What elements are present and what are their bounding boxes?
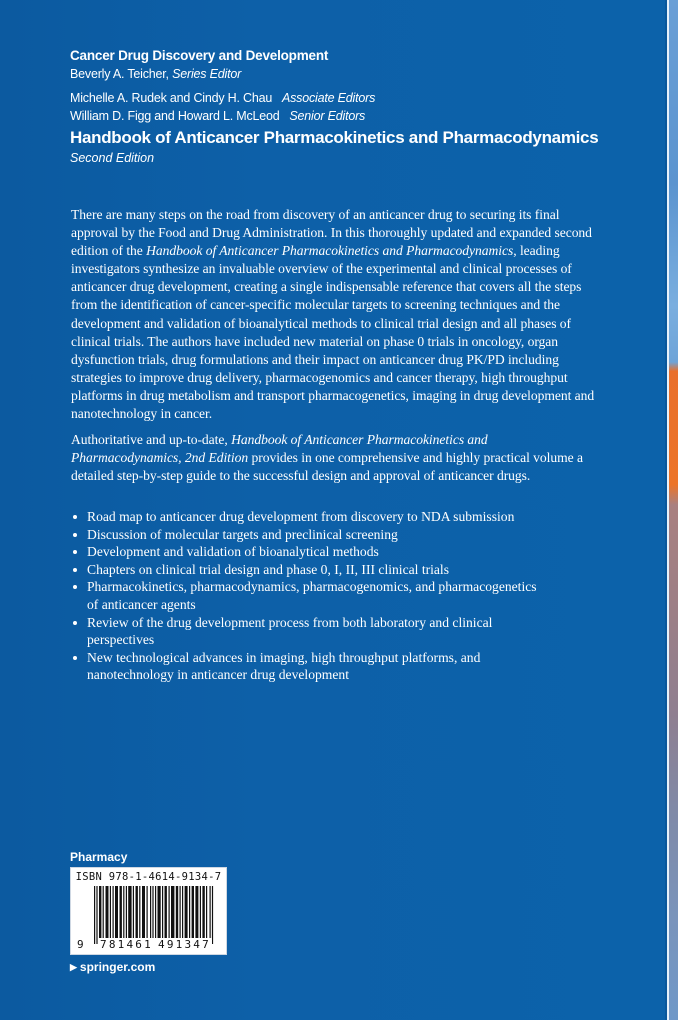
senior-editors-role: Senior Editors xyxy=(289,109,366,123)
feature-text: Chapters on clinical trial design and phase 0, I, II, III clinical trials xyxy=(87,561,449,577)
barcode-group-1: 781461 xyxy=(100,938,153,951)
feature-item xyxy=(71,578,541,613)
paragraph-text: There are many steps on the road from discovery of an anticancer drug to securing its final approval by the Food and Drug Administration. In this thoroughly updated and expanded second edition of the xyxy=(71,207,592,259)
bullet-icon xyxy=(73,656,77,660)
associate-editors xyxy=(70,89,598,107)
edition-label: Second Edition xyxy=(70,151,155,165)
feature-item xyxy=(71,526,541,544)
feature-item xyxy=(71,508,541,526)
barcode-icon xyxy=(94,886,214,944)
description-paragraph-2 xyxy=(71,431,596,485)
associate-editors-role: Associate Editors xyxy=(281,91,376,105)
spine-strip xyxy=(669,0,678,1020)
bullet-icon xyxy=(73,585,77,589)
feature-text: New technological advances in imaging, high throughput platforms, and nanotechnology in anticancer drug development xyxy=(87,649,481,683)
series-editor xyxy=(70,65,598,84)
series-editor-name: Beverly A. Teicher, xyxy=(70,67,169,81)
feature-text: Discussion of molecular targets and preclinical screening xyxy=(87,526,398,542)
paragraph-text: Authoritative and up-to-date, xyxy=(71,432,232,448)
associate-editors-names: Michelle A. Rudek and Cindy H. Chau xyxy=(70,91,273,105)
isbn-label: ISBN 978-1-4614-9134-7 xyxy=(75,871,222,883)
book-title: Handbook of Anticancer Pharmacokinetics and Pharmacodynamics xyxy=(70,128,599,147)
description-paragraph-1 xyxy=(71,206,596,423)
isbn-barcode xyxy=(70,867,227,955)
barcode-lead-digit: 9 xyxy=(77,938,84,951)
senior-editors xyxy=(70,107,598,125)
feature-item xyxy=(71,561,541,579)
editors-block xyxy=(70,89,598,125)
feature-item xyxy=(71,649,541,684)
bullet-icon xyxy=(73,568,77,572)
feature-text: Road map to anticancer drug development from discovery to NDA submission xyxy=(87,509,515,524)
feature-text: Development and validation of bioanalytical methods xyxy=(87,544,379,560)
series-editor-role: Series Editor xyxy=(172,67,242,81)
paragraph-italic-title: Handbook of Anticancer Pharmacokinetics and Pharmacodynamics, 2nd Edition xyxy=(71,432,488,466)
feature-list xyxy=(71,508,541,684)
feature-text: Review of the drug development process from both laboratory and clinical perspectives xyxy=(87,614,493,648)
bullet-icon xyxy=(73,550,77,554)
bullet-icon xyxy=(73,533,77,537)
senior-editors-names: William D. Figg and Howard L. McLeod xyxy=(70,109,280,123)
website-link[interactable] xyxy=(70,960,155,974)
series-title: Cancer Drug Discovery and Development xyxy=(70,48,329,63)
bullet-icon xyxy=(73,621,77,625)
paragraph-text: provides in one comprehensive and highly practical volume a detailed step-by-step guide to the successful design and approval of anticancer drugs. xyxy=(71,450,583,484)
cover-header xyxy=(70,46,598,167)
feature-item xyxy=(71,614,541,649)
category-label: Pharmacy xyxy=(70,850,128,864)
feature-item xyxy=(71,543,541,561)
paragraph-text: , leading investigators synthesize an invaluable overview of the experimental and clinical processes of anticancer drug development, creating a single indispensable reference that covers all the steps from the identification of cancer-specific molecular targets to screening techniques and the development and validation of bioanalytical methods to clinical trial design and all phases of clinical trials. The authors have included new material on phase 0 trials in oncology, organ dysfunction trials, drug formulations and their impact on anticancer drug PK/PD including strategies to improve drug delivery, pharmacogenomics and cancer therapy, high throughput platforms in drug metabolism and transport pharmacogenetics, imaging in drug development and nanotechnology in cancer. xyxy=(71,243,595,422)
feature-text: Pharmacokinetics, pharmacodynamics, pharmacogenomics, and pharmacogenetics of anticancer agents xyxy=(87,579,537,612)
description xyxy=(71,206,596,493)
triangle-right-icon: ▶ xyxy=(70,962,77,972)
barcode-group-2: 491347 xyxy=(158,938,211,951)
bullet-icon xyxy=(73,515,77,519)
website-text[interactable]: springer.com xyxy=(79,960,156,974)
paragraph-italic-title: Handbook of Anticancer Pharmacokinetics and Pharmacodynamics xyxy=(146,243,514,259)
